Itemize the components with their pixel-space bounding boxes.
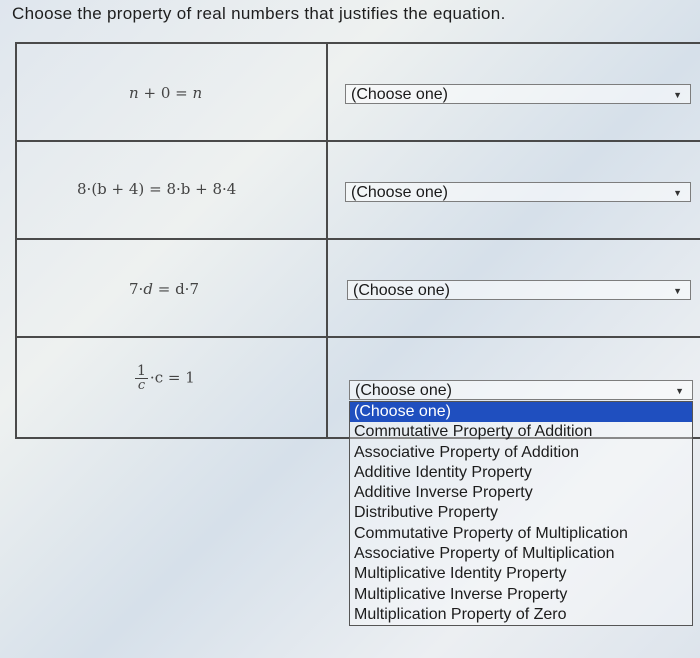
equation-cell <box>17 140 328 238</box>
equation-cell <box>17 238 328 336</box>
property-select-3[interactable]: (Choose one) ▼ <box>347 280 691 300</box>
option-multiplicative-identity[interactable]: Multiplicative Identity Property <box>354 565 567 583</box>
table-row <box>17 44 700 142</box>
equation-4: $\frac{1}{c}$ ·c = 1 <box>137 363 195 393</box>
property-select-2[interactable]: (Choose one) ▼ <box>345 182 691 202</box>
property-select-1[interactable]: (Choose one) ▼ <box>345 84 691 104</box>
down-triangle-icon: ▼ <box>673 90 682 100</box>
equation-table <box>15 42 700 439</box>
equation-cell <box>17 44 328 140</box>
question-prompt: Choose the property of real numbers that justifies the equation. <box>12 4 506 23</box>
equation-cell <box>17 336 328 437</box>
equation-3: 7·d = d·7 <box>129 280 199 298</box>
option-additive-inverse[interactable]: Additive Inverse Property <box>354 484 533 502</box>
property-select-4[interactable]: (Choose one) ▼ <box>349 380 693 400</box>
down-triangle-icon: ▼ <box>673 188 682 198</box>
down-triangle-icon: ▼ <box>675 386 684 396</box>
option-choose-one[interactable]: (Choose one) <box>350 402 692 422</box>
fraction: $\frac{1}{c}$ <box>137 363 146 393</box>
equation-2: 8·(b + 4) = 8·b + 8·4 <box>77 180 237 198</box>
option-commutative-multiplication[interactable]: Commutative Property of Multiplication <box>354 524 628 542</box>
option-additive-identity[interactable]: Additive Identity Property <box>354 463 532 481</box>
option-associative-multiplication[interactable]: Associative Property of Multiplication <box>354 545 615 563</box>
down-triangle-icon: ▼ <box>673 286 682 296</box>
option-multiplicative-inverse[interactable]: Multiplicative Inverse Property <box>354 585 568 603</box>
option-distributive[interactable]: Distributive Property <box>354 504 499 522</box>
option-commutative-addition[interactable]: Commutative Property of Addition <box>354 423 593 441</box>
table-row <box>17 238 700 338</box>
table-row <box>17 140 700 240</box>
equation-1: n + 0 = n <box>129 84 203 102</box>
option-associative-addition[interactable]: Associative Property of Addition <box>354 443 580 461</box>
property-options-list[interactable] <box>349 401 693 626</box>
option-multiplication-zero[interactable]: Multiplication Property of Zero <box>354 605 567 623</box>
